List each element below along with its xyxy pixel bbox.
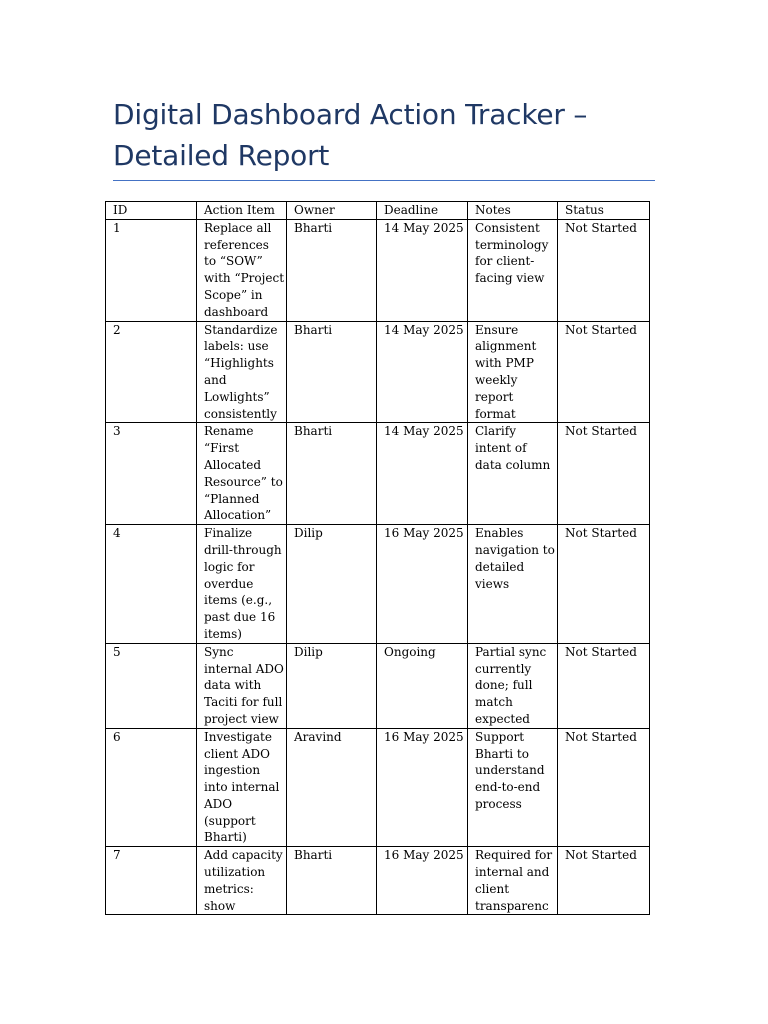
cell-notes: Partial sync currently done; full match expected [468,643,558,728]
cell-id: 6 [106,728,197,847]
header-id: ID [106,202,197,220]
table-row [106,423,650,525]
header-status: Status [558,202,650,220]
cell-action-item: Standardize labels: use “Highlights and Lowlights” consistently [197,321,287,423]
cell-owner: Bharti [287,423,377,525]
table-row [106,321,650,423]
table-row [106,847,650,915]
cell-action-item: Add capacity utilization metrics: show [197,847,287,915]
cell-deadline: 16 May 2025 [377,847,468,915]
header-notes: Notes [468,202,558,220]
cell-notes: Ensure alignment with PMP weekly report format [468,321,558,423]
cell-owner: Bharti [287,219,377,321]
cell-action-item: Investigate client ADO ingestion into internal ADO (support Bharti) [197,728,287,847]
cell-status: Not Started [558,643,650,728]
title-divider [113,180,655,181]
cell-action-item: Replace all references to “SOW” with “Project Scope” in dashboard [197,219,287,321]
cell-notes: Support Bharti to understand end-to-end process [468,728,558,847]
cell-notes: Enables navigation to detailed views [468,525,558,644]
cell-id: 5 [106,643,197,728]
cell-notes: Consistent terminology for client-facing view [468,219,558,321]
header-deadline: Deadline [377,202,468,220]
cell-deadline: 14 May 2025 [377,423,468,525]
cell-status: Not Started [558,728,650,847]
header-action-item: Action Item [197,202,287,220]
cell-status: Not Started [558,423,650,525]
cell-status: Not Started [558,219,650,321]
table-row [106,728,650,847]
table-row [106,525,650,644]
table-row [106,643,650,728]
cell-action-item: Finalize drill-through logic for overdue items (e.g., past due 16 items) [197,525,287,644]
action-tracker-table [105,201,650,915]
cell-deadline: Ongoing [377,643,468,728]
cell-notes: Required for internal and client transparenc [468,847,558,915]
cell-deadline: 16 May 2025 [377,525,468,644]
cell-action-item: Sync internal ADO data with Taciti for full project view [197,643,287,728]
cell-owner: Bharti [287,321,377,423]
cell-id: 3 [106,423,197,525]
cell-status: Not Started [558,847,650,915]
cell-status: Not Started [558,525,650,644]
cell-owner: Dilip [287,525,377,644]
cell-deadline: 16 May 2025 [377,728,468,847]
cell-action-item: Rename “First Allocated Resource” to “Planned Allocation” [197,423,287,525]
cell-id: 7 [106,847,197,915]
cell-owner: Dilip [287,643,377,728]
table-header-row [106,202,650,220]
cell-status: Not Started [558,321,650,423]
cell-id: 4 [106,525,197,644]
cell-owner: Aravind [287,728,377,847]
header-owner: Owner [287,202,377,220]
cell-id: 1 [106,219,197,321]
cell-deadline: 14 May 2025 [377,219,468,321]
table-row [106,219,650,321]
cell-id: 2 [106,321,197,423]
page-title: Digital Dashboard Action Tracker – Detailed Report [113,98,588,172]
cell-owner: Bharti [287,847,377,915]
cell-deadline: 14 May 2025 [377,321,468,423]
cell-notes: Clarify intent of data column [468,423,558,525]
